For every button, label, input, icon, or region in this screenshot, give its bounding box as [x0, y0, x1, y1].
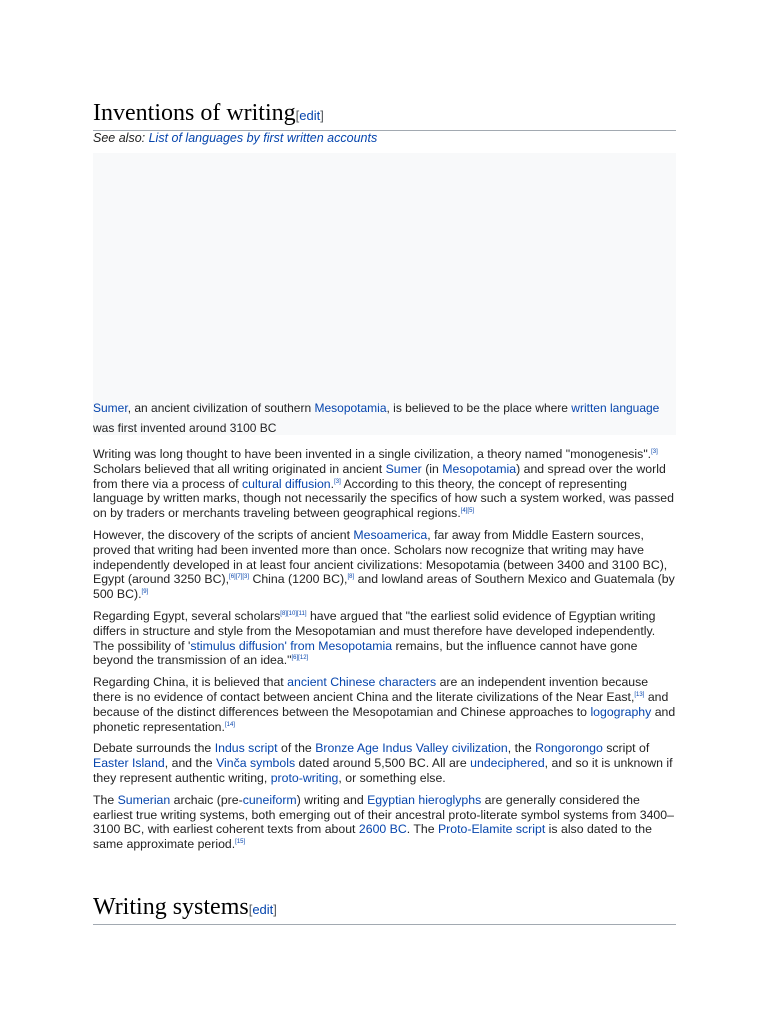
link-2600-bc[interactable]: 2600 BC	[358, 822, 407, 837]
paragraph-text: , and the	[164, 756, 217, 771]
see-also-link[interactable]: List of languages by first written accounts	[148, 131, 378, 145]
paragraph-text: are generally considered the earliest true writing systems, both emerging out of their ancestral proto-literate symbol systems from 3400–3100 BC, with earliest coherent texts from about	[93, 792, 674, 837]
citation-ref[interactable]: [6][7][3]	[229, 574, 250, 581]
figure-caption	[93, 398, 676, 438]
paragraph-text: . The	[406, 822, 438, 837]
paragraph-text: Writing was long thought to have been invented in a single civilization, a theory named "monogenesis".	[93, 447, 652, 461]
section-title: Writing systems	[93, 894, 249, 920]
citation-ref[interactable]: [8][10][11]	[280, 610, 307, 617]
section-heading-inventions	[93, 100, 676, 131]
paragraph-text: ) and spread over the world from there via a process of	[93, 461, 666, 491]
citation-ref[interactable]: [3]	[334, 478, 341, 485]
paragraph-text: (in	[421, 461, 443, 476]
article-body	[93, 447, 676, 859]
link-undeciphered[interactable]: undeciphered	[470, 756, 545, 771]
paragraph-text: , far away from Middle Eastern sources, proved that writing had been invented more than once. Scholars now recognize that writing may have independently developed in at least four ancient civilizations: Mesopotamia (between 3400 and 3100 BC), Egypt (around 3250 BC),	[93, 527, 668, 587]
link-proto-elamite-script[interactable]: Proto-Elamite script	[437, 822, 546, 837]
citation-ref[interactable]: [14]	[224, 721, 235, 728]
section-heading-writing-systems	[93, 894, 676, 925]
caption-link-written-language[interactable]: written language	[571, 401, 660, 415]
see-also-label: See also:	[93, 131, 146, 145]
link-proto-writing[interactable]: proto-writing	[270, 770, 339, 785]
paragraph-text: China (1200 BC),	[249, 572, 348, 587]
paragraph-text: and phonetic representation.	[93, 704, 676, 734]
paragraph-text: , and so it is unknown if they represent authentic writing,	[93, 756, 673, 785]
paragraph-text: are an independent invention because there is no evidence of contact between ancient China and the literate civilizations of the Near East,	[93, 675, 649, 704]
link-indus-valley-civilization[interactable]: Indus Valley civilization	[382, 741, 508, 756]
paragraph-text: , the	[507, 741, 536, 756]
see-also-hatnote	[93, 131, 377, 145]
link-stimulus-diffusion[interactable]: stimulus diffusion' from Mesopotamia	[190, 638, 393, 653]
link-sumer[interactable]: Sumer	[385, 461, 422, 476]
paragraph-text: According to this theory, the concept of representing language by written marks, though not necessarily the specifics of how such a system worked, was passed on by traders or merchants traveling between geographical regions.	[93, 476, 674, 521]
link-egyptian-hieroglyphs[interactable]: Egyptian hieroglyphs	[367, 792, 482, 807]
paragraph-text: have argued that "the earliest solid evidence of Egyptian writing differs in structure and style from the Mesopotamian and must therefore have developed independently. The possibility of '	[93, 608, 656, 653]
link-easter-island[interactable]: Easter Island	[93, 756, 165, 771]
edit-section-link[interactable]: [edit]	[295, 108, 324, 123]
paragraph-egypt	[93, 609, 676, 668]
citation-ref[interactable]: [13]	[634, 691, 645, 698]
paragraph-text: .	[330, 476, 335, 491]
paragraph-text: The	[93, 792, 118, 807]
paragraph-text: Scholars believed that all writing originated in ancient	[93, 461, 386, 476]
citation-ref[interactable]: [3]	[651, 448, 658, 455]
link-mesopotamia[interactable]: Mesopotamia	[442, 461, 517, 476]
edit-label[interactable]: edit	[299, 108, 321, 123]
paragraph-debate	[93, 741, 676, 785]
paragraph-text: is also dated to the same approximate period.	[93, 822, 652, 852]
caption-link-sumer[interactable]: Sumer	[93, 401, 128, 415]
paragraph-mesoamerica	[93, 528, 676, 602]
link-vinca-symbols[interactable]: Vinča symbols	[216, 756, 296, 771]
citation-ref[interactable]: [9]	[141, 589, 149, 596]
thumbnail-figure	[93, 153, 676, 435]
paragraph-text: Debate surrounds the	[93, 741, 215, 756]
paragraph-sumerian	[93, 793, 676, 852]
edit-section-link[interactable]: [edit]	[248, 902, 277, 917]
paragraph-text: dated around 5,500 BC. All are	[295, 756, 471, 771]
link-indus-script[interactable]: Indus script	[214, 741, 278, 756]
link-rongorongo[interactable]: Rongorongo	[535, 741, 603, 756]
caption-link-mesopotamia[interactable]: Mesopotamia	[314, 401, 387, 415]
link-cultural-diffusion[interactable]: cultural diffusion	[242, 476, 331, 491]
citation-ref[interactable]: [4][5]	[460, 508, 475, 515]
paragraph-text: archaic (pre-	[170, 792, 243, 807]
citation-ref[interactable]: [8]	[347, 574, 355, 581]
caption-text: was first invented around 3100 BC	[93, 421, 277, 435]
paragraph-text: and because of the distinct differences between the Mesopotamian and Chinese approaches to	[93, 689, 669, 719]
citation-ref[interactable]: [15]	[235, 839, 246, 846]
link-cuneiform[interactable]: cuneiform	[242, 792, 297, 807]
caption-text: , is believed to be the place where	[386, 401, 572, 415]
link-ancient-chinese-characters[interactable]: ancient Chinese characters	[287, 675, 437, 690]
paragraph-text: Regarding China, it is believed that	[93, 675, 288, 690]
citation-ref[interactable]: [6][12]	[291, 655, 309, 662]
caption-text: , an ancient civilization of southern	[127, 401, 315, 415]
link-sumerian[interactable]: Sumerian	[117, 792, 171, 807]
link-logography[interactable]: logography	[590, 704, 652, 719]
paragraph-text: remains, but the influence cannot have gone beyond the transmission of an idea."	[93, 638, 638, 668]
paragraph-text: of the	[277, 741, 316, 756]
link-bronze-age[interactable]: Bronze Age	[315, 741, 379, 756]
paragraph-text: and lowland areas of Southern Mexico and Guatemala (by 500 BC).	[93, 572, 675, 602]
paragraph-text: script of	[602, 741, 650, 756]
edit-label[interactable]: edit	[252, 902, 274, 917]
paragraph-text: , or something else.	[338, 770, 446, 785]
paragraph-monogenesis	[93, 447, 676, 521]
link-mesoamerica[interactable]: Mesoamerica	[353, 527, 428, 542]
paragraph-text: ) writing and	[296, 792, 368, 807]
section-title: Inventions of writing	[93, 100, 296, 126]
paragraph-text: However, the discovery of the scripts of ancient	[93, 527, 354, 542]
paragraph-china	[93, 675, 676, 734]
paragraph-text: Regarding Egypt, several scholars	[93, 608, 281, 623]
